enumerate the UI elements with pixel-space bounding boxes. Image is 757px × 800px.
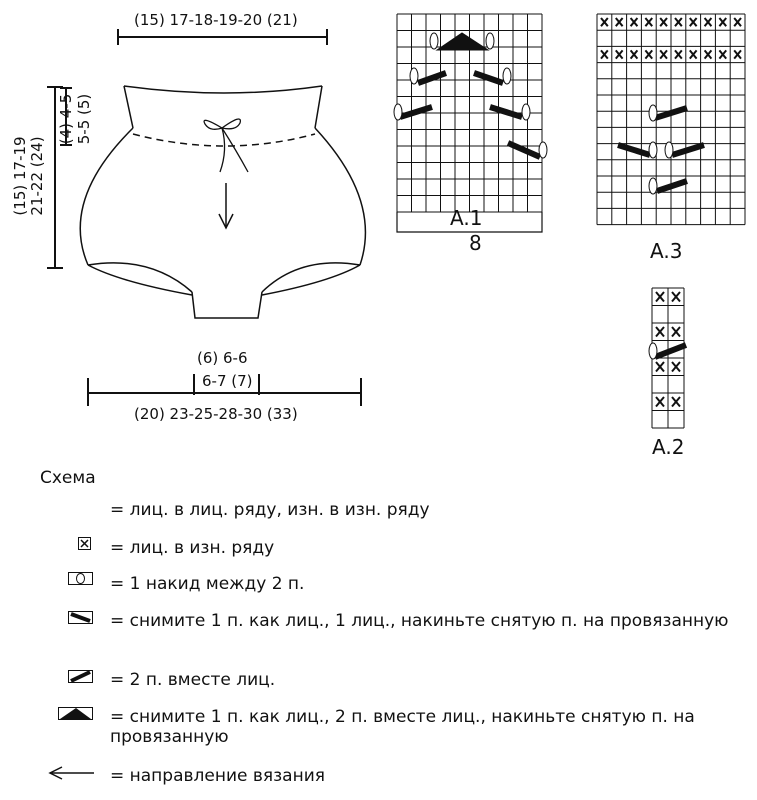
chart-a2 [649,288,686,428]
yarn-over-mark [665,142,673,158]
direction-arrow-icon [48,766,96,780]
yarn-over-mark [522,104,530,120]
double-decrease-icon [58,707,94,721]
chart-a3-label: A.3 [650,239,683,263]
legend-text: = лиц. в лиц. ряду, изн. в изн. ряду [110,500,430,520]
decrease-mark [400,107,432,117]
decrease-mark [618,145,650,155]
decrease-mark [490,107,522,117]
legend-text: = снимите 1 п. как лиц., 1 лиц., накиньте снятую п. на провязанную [110,611,729,631]
decrease-mark [672,145,704,155]
legend-text: = направление вязания [110,766,325,786]
yarn-over-mark [649,105,657,121]
yarn-over-mark [649,343,657,359]
yarn-over-mark [410,68,418,84]
double-decrease-mark [437,33,488,50]
yarn-over-icon [68,572,94,586]
knit-direction-arrow [219,183,233,228]
waist-label-1: (4) 4-5 [57,93,75,145]
yarn-over-mark [649,142,657,158]
chart-a1-repeat: 8 [469,231,482,255]
crotch-label-2: 6-7 (7) [202,372,253,390]
yarn-over-mark [539,142,547,158]
chart-a3 [597,14,745,225]
decrease-mark [418,73,446,83]
top-width-dimension [118,29,327,45]
decrease-mark [655,345,686,357]
slip-knit-pass-icon [68,611,94,625]
shorts-outline [80,86,365,318]
yarn-over-mark [430,33,438,49]
bottom-width-label: (20) 23-25-28-30 (33) [134,405,298,423]
legend-title: Схема [40,468,96,488]
decrease-mark [657,181,687,191]
waist-label-2: 5-5 (5) [75,93,93,145]
height-label-2: 21-22 (24) [28,136,46,216]
chart-a1-label: A.1 [450,206,483,230]
chart-a1 [394,14,547,232]
legend-text: = 1 накид между 2 п. [110,574,305,594]
crotch-label-1: (6) 6-6 [197,349,248,367]
yarn-over-mark [649,178,657,194]
cross-square-icon [78,537,92,551]
height-label-1: (15) 17-19 [11,136,29,216]
legend-text: = лиц. в изн. ряду [110,538,275,558]
legend-text: = 2 п. вместе лиц. [110,670,276,690]
yarn-over-mark [503,68,511,84]
yarn-over-mark [394,104,402,120]
yarn-over-mark [486,33,494,49]
k2tog-icon [68,670,94,684]
top-width-label: (15) 17-18-19-20 (21) [134,11,298,29]
legend-text: = снимите 1 п. как лиц., 2 п. вместе лиц., накиньте снятую п. на провязанную [110,707,695,747]
chart-a2-label: A.2 [652,435,685,459]
